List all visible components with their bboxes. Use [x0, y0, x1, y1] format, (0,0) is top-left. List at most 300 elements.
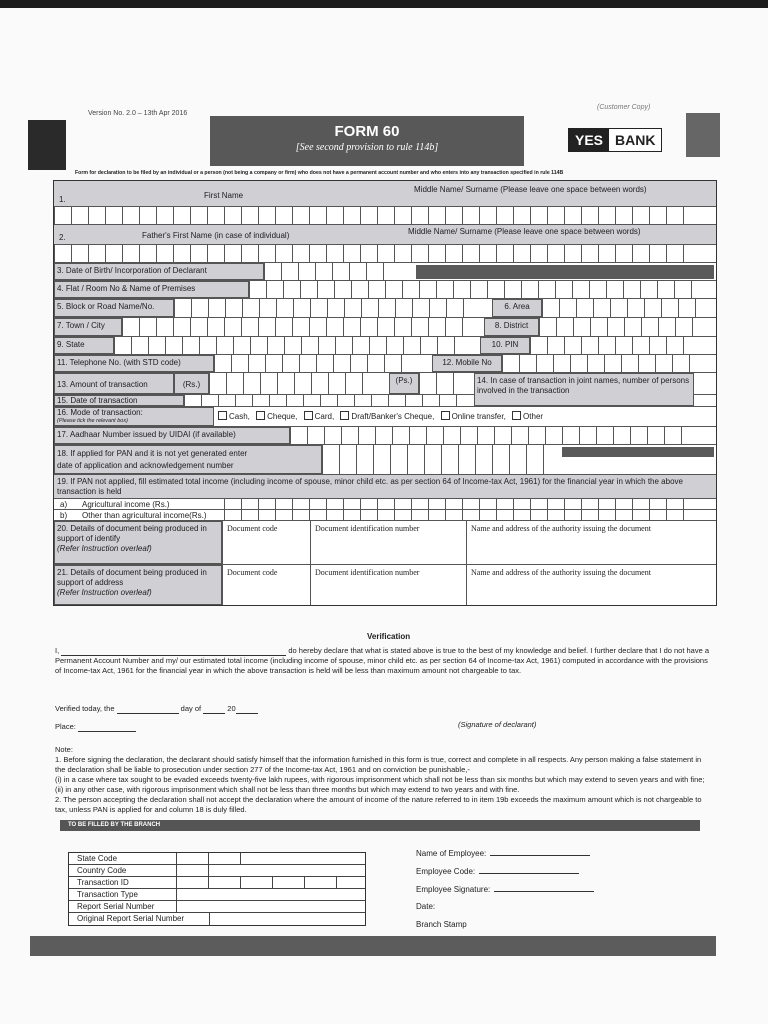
town-cells[interactable] — [122, 318, 484, 336]
card-checkbox[interactable] — [304, 411, 313, 420]
place-blank[interactable] — [78, 723, 136, 732]
char-box[interactable] — [462, 510, 479, 520]
char-box[interactable] — [657, 281, 674, 298]
code-box[interactable] — [240, 877, 272, 888]
amount-ps-cells[interactable] — [419, 373, 474, 394]
aadhaar-cells[interactable] — [290, 427, 714, 444]
char-box[interactable] — [598, 207, 615, 224]
char-box[interactable] — [265, 355, 282, 372]
char-box[interactable] — [249, 281, 266, 298]
char-box[interactable] — [292, 207, 309, 224]
char-box[interactable] — [88, 207, 105, 224]
char-box[interactable] — [649, 499, 666, 509]
char-box[interactable] — [453, 281, 470, 298]
char-box[interactable] — [513, 510, 530, 520]
telephone-cells[interactable] — [214, 355, 432, 372]
char-box[interactable] — [649, 510, 666, 520]
char-box[interactable] — [420, 337, 437, 354]
char-box[interactable] — [258, 510, 275, 520]
char-box[interactable] — [681, 427, 698, 444]
char-box[interactable] — [266, 281, 283, 298]
char-box[interactable] — [641, 318, 658, 336]
code-box[interactable] — [240, 853, 272, 864]
char-box[interactable] — [241, 207, 258, 224]
char-box[interactable] — [627, 299, 644, 317]
char-box[interactable] — [496, 245, 513, 262]
char-box[interactable] — [437, 337, 454, 354]
char-box[interactable] — [547, 337, 564, 354]
char-box[interactable] — [624, 318, 641, 336]
pin-cells[interactable] — [530, 337, 714, 354]
char-box[interactable] — [564, 245, 581, 262]
char-box[interactable] — [300, 281, 317, 298]
address-doc-number[interactable]: Document identification number — [310, 565, 466, 605]
char-box[interactable] — [190, 207, 207, 224]
char-box[interactable] — [581, 245, 598, 262]
char-box[interactable] — [156, 318, 173, 336]
char-box[interactable] — [454, 337, 471, 354]
char-box[interactable] — [542, 299, 559, 317]
dob-cells[interactable] — [264, 263, 414, 280]
char-box[interactable] — [275, 207, 292, 224]
char-box[interactable] — [647, 427, 664, 444]
char-box[interactable] — [553, 355, 570, 372]
original-report-cells[interactable] — [209, 913, 241, 925]
char-box[interactable] — [317, 281, 334, 298]
draft-checkbox[interactable] — [340, 411, 349, 420]
char-box[interactable] — [613, 427, 630, 444]
char-box[interactable] — [460, 427, 477, 444]
char-box[interactable] — [462, 318, 479, 336]
char-box[interactable] — [190, 318, 207, 336]
char-box[interactable] — [587, 355, 604, 372]
char-box[interactable] — [326, 207, 343, 224]
char-box[interactable] — [224, 510, 241, 520]
char-box[interactable] — [309, 245, 326, 262]
amount-rs-cells[interactable] — [209, 373, 389, 394]
char-box[interactable] — [649, 245, 666, 262]
char-box[interactable] — [494, 427, 511, 444]
char-box[interactable] — [131, 337, 148, 354]
char-box[interactable] — [547, 245, 564, 262]
char-box[interactable] — [630, 427, 647, 444]
name-cells[interactable] — [54, 207, 714, 224]
identity-doc-number[interactable]: Document identification number — [310, 521, 466, 564]
char-box[interactable] — [475, 445, 492, 474]
char-box[interactable] — [344, 299, 361, 317]
char-box[interactable] — [292, 510, 309, 520]
char-box[interactable] — [224, 207, 241, 224]
char-box[interactable] — [71, 207, 88, 224]
char-box[interactable] — [277, 373, 294, 394]
char-box[interactable] — [530, 510, 547, 520]
char-box[interactable] — [632, 510, 649, 520]
code-box[interactable] — [176, 889, 208, 900]
char-box[interactable] — [264, 263, 281, 280]
char-box[interactable] — [368, 281, 385, 298]
char-box[interactable] — [275, 318, 292, 336]
char-box[interactable] — [377, 510, 394, 520]
char-box[interactable] — [54, 207, 71, 224]
char-box[interactable] — [564, 510, 581, 520]
char-box[interactable] — [402, 281, 419, 298]
char-box[interactable] — [547, 510, 564, 520]
char-box[interactable] — [242, 299, 259, 317]
char-box[interactable] — [504, 281, 521, 298]
transaction-type-cells[interactable] — [176, 889, 208, 900]
char-box[interactable] — [581, 337, 598, 354]
state-cells[interactable] — [114, 337, 480, 354]
char-box[interactable] — [349, 263, 366, 280]
char-box[interactable] — [394, 245, 411, 262]
code-box[interactable] — [208, 877, 240, 888]
char-box[interactable] — [383, 263, 400, 280]
country-code-cells[interactable] — [176, 865, 240, 876]
char-box[interactable] — [632, 337, 649, 354]
char-box[interactable] — [207, 245, 224, 262]
char-box[interactable] — [173, 318, 190, 336]
char-box[interactable] — [388, 395, 405, 406]
char-box[interactable] — [384, 355, 401, 372]
char-box[interactable] — [445, 510, 462, 520]
char-box[interactable] — [436, 373, 453, 394]
char-box[interactable] — [441, 445, 458, 474]
char-box[interactable] — [343, 245, 360, 262]
char-box[interactable] — [428, 318, 445, 336]
char-box[interactable] — [356, 445, 373, 474]
char-box[interactable] — [258, 245, 275, 262]
char-box[interactable] — [658, 318, 675, 336]
report-serial-cells[interactable] — [176, 901, 208, 912]
char-box[interactable] — [564, 207, 581, 224]
char-box[interactable] — [674, 281, 691, 298]
char-box[interactable] — [428, 510, 445, 520]
char-box[interactable] — [343, 207, 360, 224]
char-box[interactable] — [337, 395, 354, 406]
char-box[interactable] — [375, 427, 392, 444]
char-box[interactable] — [615, 510, 632, 520]
char-box[interactable] — [683, 510, 700, 520]
char-box[interactable] — [445, 245, 462, 262]
char-box[interactable] — [165, 337, 182, 354]
char-box[interactable] — [573, 318, 590, 336]
char-box[interactable] — [436, 281, 453, 298]
char-box[interactable] — [555, 281, 572, 298]
char-box[interactable] — [445, 207, 462, 224]
code-box[interactable] — [208, 853, 240, 864]
char-box[interactable] — [394, 510, 411, 520]
char-box[interactable] — [581, 510, 598, 520]
code-box[interactable] — [176, 877, 208, 888]
char-box[interactable] — [487, 281, 504, 298]
char-box[interactable] — [309, 499, 326, 509]
char-box[interactable] — [275, 510, 292, 520]
char-box[interactable] — [463, 299, 480, 317]
mobile-cells[interactable] — [502, 355, 714, 372]
identity-doc-code[interactable]: Document code — [222, 521, 310, 564]
code-box[interactable] — [176, 901, 208, 912]
char-box[interactable] — [392, 427, 409, 444]
state-code-cells[interactable] — [176, 853, 272, 864]
char-box[interactable] — [241, 510, 258, 520]
char-box[interactable] — [615, 207, 632, 224]
char-box[interactable] — [462, 207, 479, 224]
char-box[interactable] — [267, 337, 284, 354]
char-box[interactable] — [184, 395, 201, 406]
char-box[interactable] — [216, 337, 233, 354]
char-box[interactable] — [439, 395, 456, 406]
char-box[interactable] — [407, 445, 424, 474]
char-box[interactable] — [419, 281, 436, 298]
char-box[interactable] — [615, 499, 632, 509]
char-box[interactable] — [526, 445, 543, 474]
char-box[interactable] — [315, 263, 332, 280]
char-box[interactable] — [419, 373, 436, 394]
char-box[interactable] — [173, 245, 190, 262]
char-box[interactable] — [479, 207, 496, 224]
char-box[interactable] — [292, 245, 309, 262]
char-box[interactable] — [122, 207, 139, 224]
char-box[interactable] — [201, 395, 218, 406]
char-box[interactable] — [403, 337, 420, 354]
char-box[interactable] — [191, 299, 208, 317]
char-box[interactable] — [513, 499, 530, 509]
char-box[interactable] — [547, 499, 564, 509]
char-box[interactable] — [320, 395, 337, 406]
char-box[interactable] — [326, 318, 343, 336]
char-box[interactable] — [564, 499, 581, 509]
char-box[interactable] — [422, 395, 439, 406]
char-box[interactable] — [224, 318, 241, 336]
char-box[interactable] — [360, 207, 377, 224]
code-box[interactable] — [304, 877, 336, 888]
char-box[interactable] — [405, 395, 422, 406]
char-box[interactable] — [241, 499, 258, 509]
char-box[interactable] — [598, 510, 615, 520]
char-box[interactable] — [547, 207, 564, 224]
char-box[interactable] — [292, 318, 309, 336]
char-box[interactable] — [409, 427, 426, 444]
char-box[interactable] — [148, 337, 165, 354]
char-box[interactable] — [358, 427, 375, 444]
char-box[interactable] — [683, 337, 700, 354]
char-box[interactable] — [369, 337, 386, 354]
char-box[interactable] — [139, 245, 156, 262]
char-box[interactable] — [528, 427, 545, 444]
char-box[interactable] — [299, 355, 316, 372]
char-box[interactable] — [530, 245, 547, 262]
char-box[interactable] — [335, 337, 352, 354]
agri-income-cells[interactable] — [224, 499, 714, 509]
char-box[interactable] — [354, 395, 371, 406]
char-box[interactable] — [275, 499, 292, 509]
transaction-date-cells[interactable] — [184, 395, 474, 406]
char-box[interactable] — [326, 499, 343, 509]
char-box[interactable] — [209, 373, 226, 394]
char-box[interactable] — [395, 299, 412, 317]
char-box[interactable] — [559, 299, 576, 317]
char-box[interactable] — [54, 245, 71, 262]
char-box[interactable] — [303, 395, 320, 406]
char-box[interactable] — [224, 245, 241, 262]
char-box[interactable] — [581, 207, 598, 224]
char-box[interactable] — [589, 281, 606, 298]
char-box[interactable] — [610, 299, 627, 317]
char-box[interactable] — [496, 207, 513, 224]
char-box[interactable] — [429, 299, 446, 317]
father-name-cells[interactable] — [54, 245, 714, 262]
char-box[interactable] — [394, 318, 411, 336]
char-box[interactable] — [294, 373, 311, 394]
char-box[interactable] — [333, 355, 350, 372]
char-box[interactable] — [655, 355, 672, 372]
char-box[interactable] — [327, 299, 344, 317]
char-box[interactable] — [156, 245, 173, 262]
char-box[interactable] — [122, 245, 139, 262]
char-box[interactable] — [638, 355, 655, 372]
char-box[interactable] — [207, 207, 224, 224]
char-box[interactable] — [208, 299, 225, 317]
char-box[interactable] — [360, 245, 377, 262]
cash-checkbox[interactable] — [218, 411, 227, 420]
char-box[interactable] — [88, 245, 105, 262]
char-box[interactable] — [692, 318, 709, 336]
code-box[interactable] — [176, 865, 208, 876]
char-box[interactable] — [339, 445, 356, 474]
char-box[interactable] — [218, 395, 235, 406]
char-box[interactable] — [509, 445, 526, 474]
char-box[interactable] — [326, 510, 343, 520]
char-box[interactable] — [545, 427, 562, 444]
char-box[interactable] — [411, 318, 428, 336]
char-box[interactable] — [318, 337, 335, 354]
char-box[interactable] — [332, 263, 349, 280]
char-box[interactable] — [322, 445, 339, 474]
char-box[interactable] — [258, 499, 275, 509]
char-box[interactable] — [290, 427, 307, 444]
char-box[interactable] — [456, 395, 473, 406]
char-box[interactable] — [581, 499, 598, 509]
char-box[interactable] — [360, 499, 377, 509]
char-box[interactable] — [311, 373, 328, 394]
char-box[interactable] — [666, 510, 683, 520]
char-box[interactable] — [593, 299, 610, 317]
char-box[interactable] — [426, 427, 443, 444]
char-box[interactable] — [664, 427, 681, 444]
char-box[interactable] — [316, 355, 333, 372]
char-box[interactable] — [632, 245, 649, 262]
father-name-boxes[interactable] — [54, 245, 716, 263]
char-box[interactable] — [683, 245, 700, 262]
char-box[interactable] — [283, 281, 300, 298]
char-box[interactable] — [445, 318, 462, 336]
char-box[interactable] — [632, 499, 649, 509]
char-box[interactable] — [576, 299, 593, 317]
char-box[interactable] — [412, 299, 429, 317]
char-box[interactable] — [334, 281, 351, 298]
char-box[interactable] — [513, 207, 530, 224]
char-box[interactable] — [345, 373, 362, 394]
char-box[interactable] — [114, 337, 131, 354]
char-box[interactable] — [390, 445, 407, 474]
char-box[interactable] — [281, 263, 298, 280]
char-box[interactable] — [276, 299, 293, 317]
char-box[interactable] — [428, 499, 445, 509]
char-box[interactable] — [377, 245, 394, 262]
char-box[interactable] — [139, 207, 156, 224]
char-box[interactable] — [496, 499, 513, 509]
char-box[interactable] — [394, 207, 411, 224]
char-box[interactable] — [341, 427, 358, 444]
identity-doc-authority[interactable]: Name and address of the authority issuing the document — [466, 521, 716, 564]
char-box[interactable] — [513, 245, 530, 262]
year-blank[interactable] — [236, 705, 258, 714]
char-box[interactable] — [352, 337, 369, 354]
code-box[interactable] — [208, 865, 240, 876]
char-box[interactable] — [105, 207, 122, 224]
char-box[interactable] — [214, 355, 231, 372]
code-box[interactable] — [209, 913, 241, 925]
char-box[interactable] — [428, 245, 445, 262]
char-box[interactable] — [530, 499, 547, 509]
code-box[interactable] — [336, 877, 368, 888]
char-box[interactable] — [666, 245, 683, 262]
code-box[interactable] — [272, 877, 304, 888]
char-box[interactable] — [309, 207, 326, 224]
char-box[interactable] — [139, 318, 156, 336]
char-box[interactable] — [666, 499, 683, 509]
char-box[interactable] — [241, 245, 258, 262]
char-box[interactable] — [411, 499, 428, 509]
transaction-id-cells[interactable] — [176, 877, 368, 888]
char-box[interactable] — [362, 373, 379, 394]
char-box[interactable] — [307, 427, 324, 444]
char-box[interactable] — [105, 245, 122, 262]
char-box[interactable] — [666, 207, 683, 224]
char-box[interactable] — [519, 355, 536, 372]
char-box[interactable] — [502, 355, 519, 372]
char-box[interactable] — [284, 337, 301, 354]
char-box[interactable] — [424, 445, 441, 474]
char-box[interactable] — [324, 427, 341, 444]
char-box[interactable] — [644, 299, 661, 317]
declarant-name-blank[interactable] — [61, 647, 286, 656]
pan-applied-cells[interactable] — [322, 445, 562, 474]
char-box[interactable] — [248, 355, 265, 372]
char-box[interactable] — [462, 245, 479, 262]
month-blank[interactable] — [203, 705, 225, 714]
char-box[interactable] — [562, 427, 579, 444]
char-box[interactable] — [207, 318, 224, 336]
char-box[interactable] — [458, 445, 475, 474]
char-box[interactable] — [361, 299, 378, 317]
char-box[interactable] — [683, 207, 700, 224]
char-box[interactable] — [226, 373, 243, 394]
road-cells[interactable] — [174, 299, 492, 317]
online-checkbox[interactable] — [441, 411, 450, 420]
char-box[interactable] — [564, 337, 581, 354]
char-box[interactable] — [511, 427, 528, 444]
char-box[interactable] — [250, 337, 267, 354]
char-box[interactable] — [343, 499, 360, 509]
char-box[interactable] — [604, 355, 621, 372]
char-box[interactable] — [360, 318, 377, 336]
address-doc-authority[interactable]: Name and address of the authority issuing the document — [466, 565, 716, 605]
char-box[interactable] — [443, 427, 460, 444]
char-box[interactable] — [570, 355, 587, 372]
district-cells[interactable] — [539, 318, 714, 336]
char-box[interactable] — [672, 355, 689, 372]
